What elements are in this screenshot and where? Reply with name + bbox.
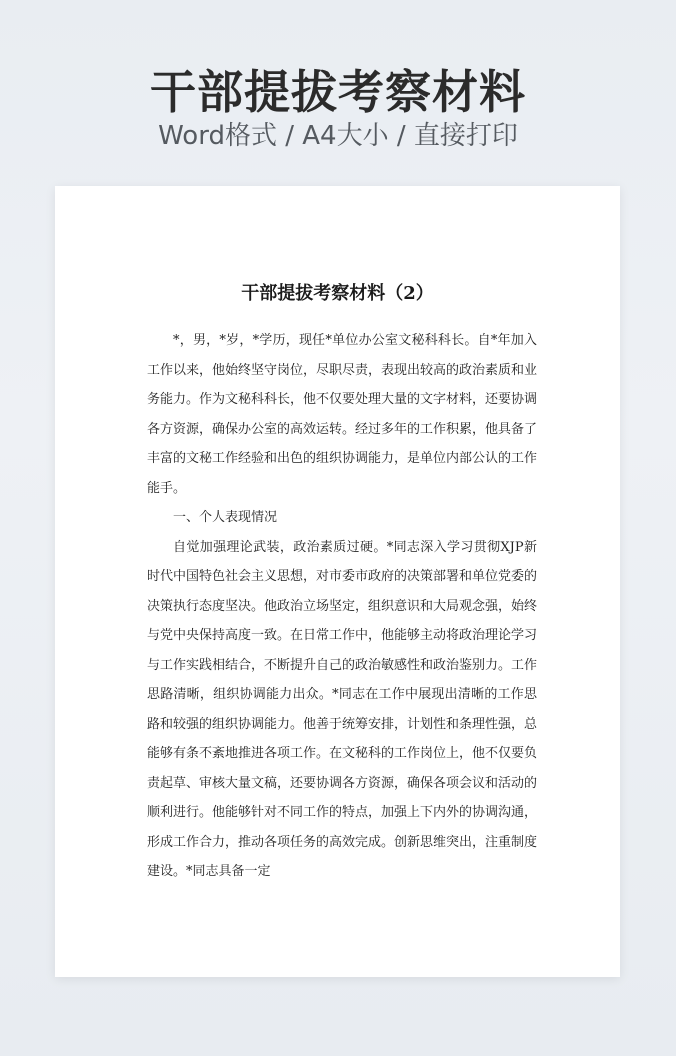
document-page xyxy=(55,186,620,977)
banner-subtitle: Word格式 / A4大小 / 直接打印 xyxy=(158,121,518,151)
section-heading: 一、个人表现情况 xyxy=(173,510,278,525)
document-body xyxy=(147,326,537,887)
body-paragraph: *，男，*岁，*学历，现任*单位办公室文秘科科长。自*年加入工作以来，他始终坚守岗位，尽职尽责，表现出较高的政治素质和业务能力。作为文秘科科长，他不仅要处理大量的文字材料，还要协调各方资源，确保办公室的高效运转。经过多年的工作积累，他具备了丰富的文秘工作经验和出色的组织协调能力，是单位内部公认的工作能手。 xyxy=(147,333,538,496)
banner-title: 干部提拔考察材料 xyxy=(150,65,526,119)
document-title: 干部提拔考察材料（2） xyxy=(241,283,434,304)
body-paragraph: 自觉加强理论武装，政治素质过硬。*同志深入学习贯彻XJP新时代中国特色社会主义思想，对市委市政府的决策部署和单位党委的决策执行态度坚决。他政治立场坚定，组织意识和大局观念强，始终与党中央保持高度一致。在日常工作中，他能够主动将政治理论学习与工作实践相结合，不断提升自己的政治敏感性和政治鉴别力。工作思路清晰，组织协调能力出众。*同志在工作中展现出清晰的工作思路和较强的组织协调能力。他善于统筹安排，计划性和条理性强，总能够有条不紊地推进各项工作。在文秘科的工作岗位上，他不仅要负责起草、审核大量文稿，还要协调各方资源，确保各项会议和活动的顺利进行。他能够针对不同工作的特点，加强上下内外的协调沟通，形成工作合力，推动各项任务的高效完成。创新思维突出，注重制度建设。*同志具备一定 xyxy=(147,539,538,879)
